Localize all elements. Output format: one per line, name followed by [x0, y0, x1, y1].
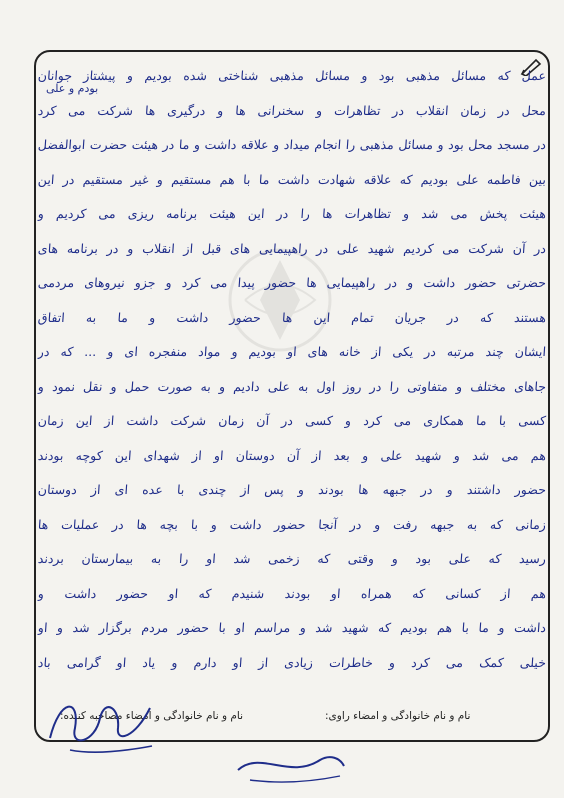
handwritten-line: عمل که مسائل مذهبی بود و مسائل مذهبی شناختی شده بودیم و پیشتاز جوانان — [37, 68, 547, 83]
handwritten-line: کسی با ما همکاری می کرد و کسی در آن زمان شرکت داشت از این زمان — [37, 413, 547, 428]
narrator-signature-label: نام و نام خانوادگی و امضاء راوی: — [325, 710, 471, 722]
page-border — [34, 50, 550, 742]
handwritten-line: داشت و ما با هم بودیم که شهید شد و مراسم او با حضور مردم برگزار شد و او — [37, 620, 547, 635]
handwritten-line: هیئت پخش می شد و تظاهرات ها را در این هیئت برنامه ریزی می کردیم و — [37, 206, 547, 221]
narrator-signature — [230, 740, 350, 790]
handwritten-line: در مسجد محل بود و مسائل مذهبی را انجام میداد و علاقه داشت و ما در هیئت حضرت ابوالفضل — [37, 137, 547, 152]
handwritten-line: حضور داشتند و در جبهه ها بودند و پس از چندی با عده ای از دوستان — [37, 482, 547, 497]
handwritten-insertion: بودم و علی — [46, 82, 99, 95]
emblem-watermark — [205, 240, 355, 360]
handwritten-line: حضرتی حضور داشت و در راهپیمایی ها حضور پیدا می کرد و جزو نیروهای مردمی — [37, 275, 547, 290]
handwritten-line: هم از کسانی که همراه او بودند شنیدم که او حضور داشت و — [37, 585, 547, 601]
handwritten-line: هم می شد و شهید علی و بعد از آن دوستان او از شهدای این کوچه بودند — [37, 447, 547, 463]
handwritten-line: زمانی که به جبهه رفت و در آنجا حضور داشت و با بچه ها در عملیات ها — [37, 516, 547, 532]
handwritten-line: جاهای مختلف و متفاوتی را در روز اول به علی دادیم و به صورت حمل و نقل نمود و — [37, 378, 547, 394]
interviewer-signature — [40, 688, 160, 758]
handwritten-line: ایشان چند مرتبه در یکی از خانه های او بودیم و مواد منفجره ای و ... که در — [37, 344, 547, 359]
handwritten-line: در آن شرکت می کردیم شهید علی در راهپیمایی های قبل از انقلاب و در برنامه های — [37, 240, 547, 256]
handwritten-line: هستند که در جریان تمام این ها حضور داشت و ما به اتفاق — [37, 309, 547, 325]
handwritten-line: خیلی کمک می کرد و خاطرات زیادی از او دارم و یاد او گرامی باد — [37, 654, 547, 670]
handwritten-line: محل در زمان انقلاب در تظاهرات و سخنرانی ها و درگیری ها شرکت می کرد — [37, 102, 547, 118]
handwritten-line: رسید که علی بود و وقتی که زخمی شد او را به بیمارستان بردند — [37, 551, 547, 566]
handwritten-line: بین فاطمه علی بودیم که علاقه شهادت داشت ما با هم مستقیم و غیر مستقیم در این — [37, 171, 547, 187]
interviewer-signature-label: نام و نام خانوادگی و امضاء مصاحبه کننده: — [60, 710, 244, 722]
